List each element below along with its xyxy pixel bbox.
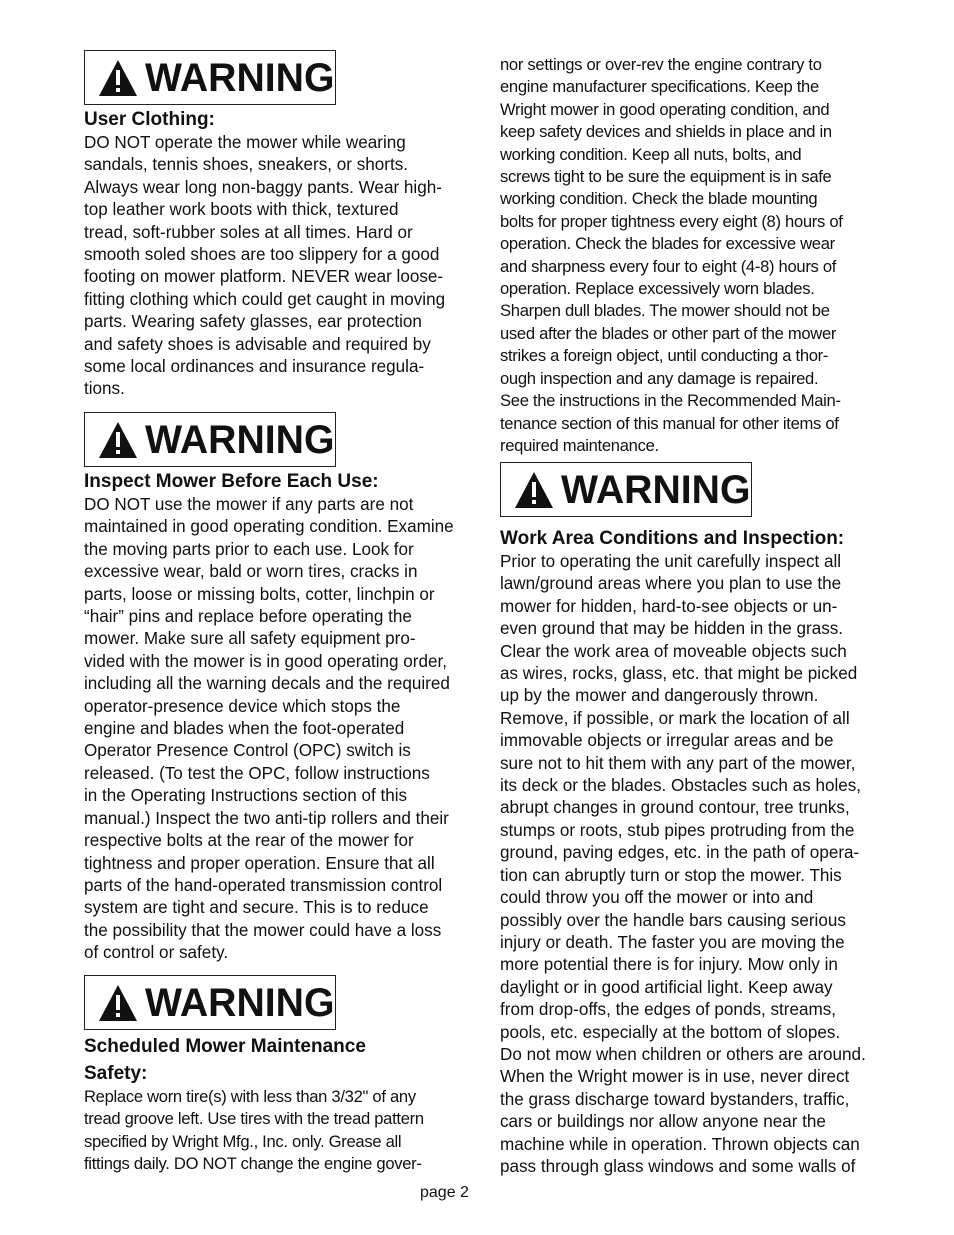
warning-label: WARNING: [145, 980, 335, 1025]
warning-banner-user-clothing: [84, 50, 336, 105]
warning-triangle-icon: [97, 420, 139, 460]
warning-triangle-icon: [97, 983, 139, 1023]
body-maintenance: Replace worn tire(s) with less than 3/32" of any tread groove left. Use tires with the tread pattern specified by Wright Mfg., Inc. only. Grease all fittings daily. DO NOT change the engine gover-: [84, 1087, 424, 1174]
heading-maintenance-line1: Scheduled Mower Maintenance: [84, 1036, 366, 1057]
warning-triangle-icon: [97, 58, 139, 98]
warning-banner-work-area: [500, 462, 752, 517]
body-inspect-mower: DO NOT use the mower if any parts are not maintained in good operating condition. Examine the moving parts prior to each use. Look for excessive wear, bald or worn tires, cracks in parts, loose or missing bolts, cotter, linchpin or “hair” pins and replace before operating the mower. Make sure all safety equipment pro- vided with the mower is in good operating order, including all the warning decals and the required operator-presence device which stops the engine and blades when the foot-operated Operator Presence Control (OPC) switch is released. (To test the OPC, follow instructions in the Operating Instructions section of this manual.) Inspect the two anti-tip rollers and their respective bolts at the rear of the mower for tightness and proper operation. Ensure that all parts of the hand-operated transmission control system are tight and secure. This is to reduce the possibility that the mower could have a loss of control or safety.: [84, 495, 454, 963]
page-number: page 2: [420, 1184, 469, 1201]
heading-user-clothing: User Clothing:: [84, 109, 215, 130]
warning-banner-maintenance: [84, 975, 336, 1030]
warning-label: WARNING: [145, 417, 335, 462]
heading-maintenance-line2: Safety:: [84, 1063, 148, 1084]
heading-inspect-mower: Inspect Mower Before Each Use:: [84, 471, 379, 492]
warning-label: WARNING: [145, 55, 335, 100]
body-user-clothing: DO NOT operate the mower while wearing sandals, tennis shoes, sneakers, or shorts. Always wear long non-baggy pants. Wear high- top leather work boots with thick, textured tread, soft-rubber soles at all times. Hard or smooth soled shoes are too slippery for a good footing on mower platform. NEVER wear loose- fitting clothing which could get caught in moving parts. Wearing safety glasses, ear protection and safety shoes is advisable and required by some local ordinances and insurance regula- tions.: [84, 133, 446, 399]
body-maintenance-continued: nor settings or over-rev the engine contrary to engine manufacturer specifications. Keep the Wright mower in good operating condition, and keep safety devices and shields in place and in working condition. Keep all nuts, bolts, and screws tight to be sure the equipment is in safe working condition. Check the blade mounting bolts for proper tightness every eight (8) hours of operation. Check the blades for excessive wear and sharpness every four to eight (4-8) hours of operation. Replace excessively worn blades. Sharpen dull blades. The mower should not be used after the blades or other part of the mower strikes a foreign object, until conducting a thor- ough inspection and any damage is repaired. See the instructions in the Recommended Main- tenance section of this manual for other items of required maintenance.: [500, 55, 843, 455]
body-work-area: Prior to operating the unit carefully inspect all lawn/ground areas where you plan to use the mower for hidden, hard-to-see objects or un- even ground that may be hidden in the grass. Clear the work area of moveable objects such as wires, rocks, glass, etc. that might be picked up by the mower and dangerously thrown. Remove, if possible, or mark the location of all immovable objects or irregular areas and be sure not to hit them with any part of the mower, its deck or the blades. Obstacles such as holes, abrupt changes in ground contour, tree trunks, stumps or roots, stub pipes protruding from the ground, paving edges, etc. in the path of opera- tion can abruptly turn or stop the mower. This could throw you off the mower or into and possibly over the handle bars causing serious injury or death. The faster you are moving the more potential there is for injury. Mow only in daylight or in good artificial light. Keep away from drop-offs, the edges of ponds, streams, pools, etc. especially at the bottom of slopes. Do not mow when children or others are around. When the Wright mower is in use, never direct the grass discharge toward bystanders, traffic, cars or buildings nor allow anyone near the machine while in operation. Thrown objects can pass through glass windows and some walls of: [500, 552, 866, 1176]
warning-triangle-icon: [513, 470, 555, 510]
heading-work-area: Work Area Conditions and Inspection:: [500, 528, 845, 549]
warning-label: WARNING: [561, 467, 751, 512]
warning-banner-inspect: [84, 412, 336, 467]
